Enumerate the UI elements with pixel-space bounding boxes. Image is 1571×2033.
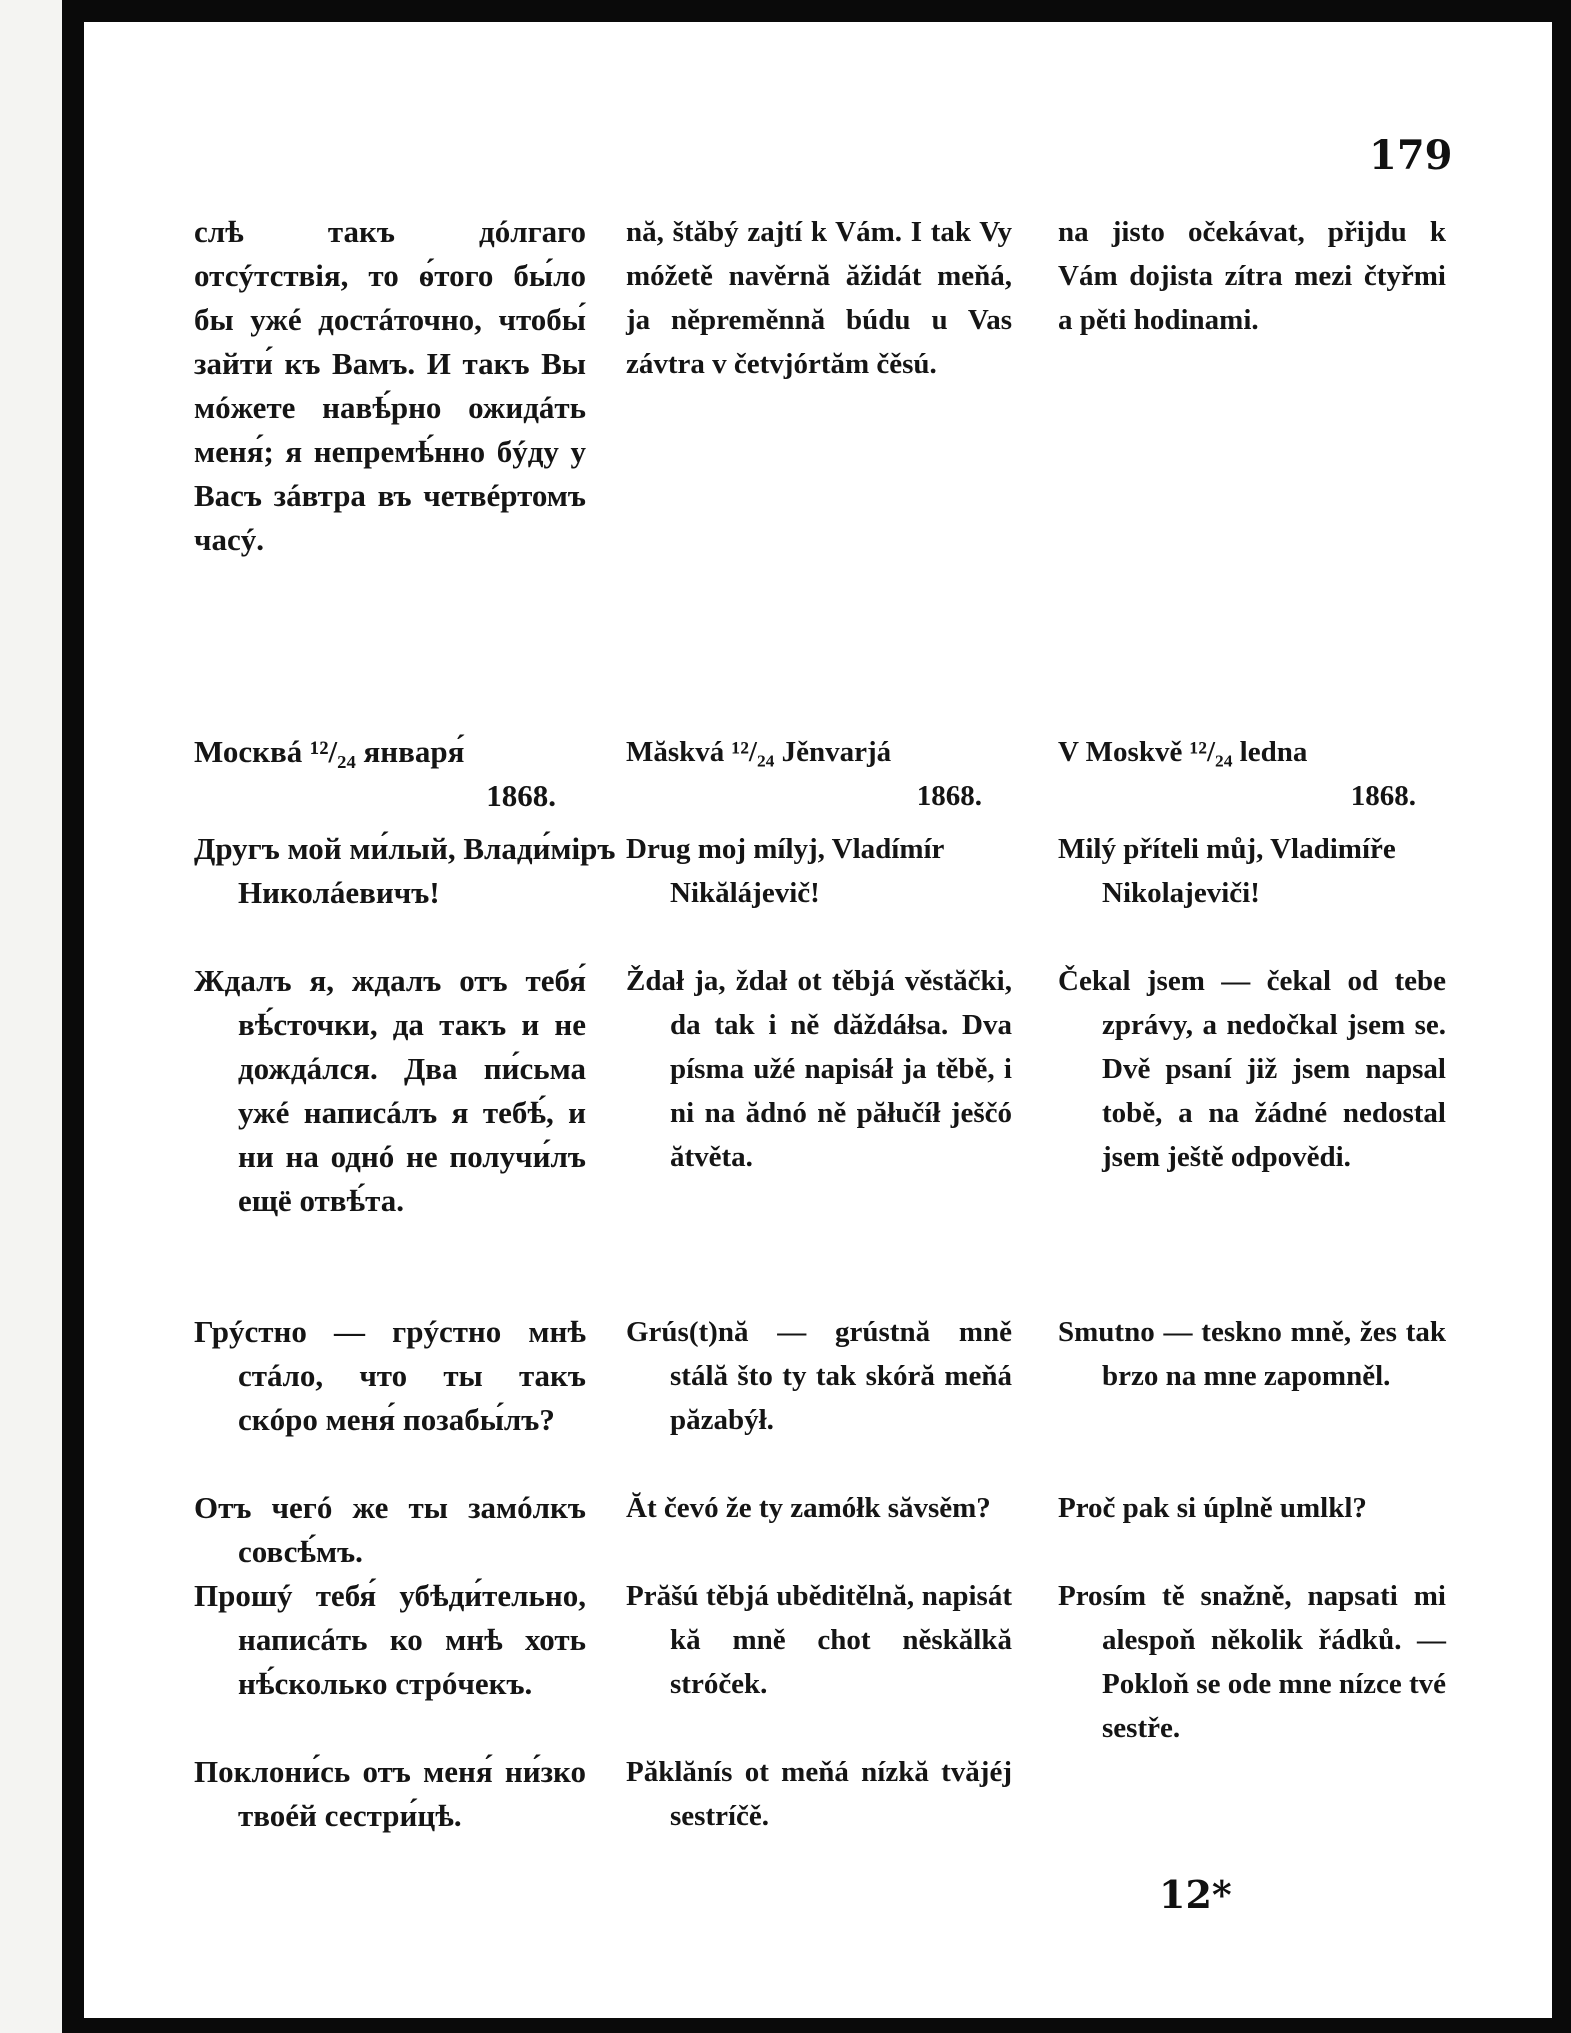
czech-date-year: 1868. (1350, 780, 1416, 812)
czech-salutation: Milý příteli můj, Vladimíře Nikolajeviči! (1058, 833, 1396, 909)
adjacent-page-edge (0, 0, 62, 2033)
transliteration-paragraph-4: Prăšú těbjá uběditělnă, napisát kă mně chot něskălkă stróček. (626, 1580, 1012, 1700)
transliteration-paragraph-3: Ăt čevó že ty zamółk săvsěm? (626, 1492, 991, 1524)
russian-intro-paragraph: слѣ такъ дóлгаго отсýтствія, то ѳ́того бы́ло бы ужé достáточно, чтобы́ зайти́ къ Вамъ. И такъ Вы мóжете навѣ́рно ожидáть меня́; я непремѣ́нно бýду у Васъ зáвтра въ четвéртомъ часý. (194, 214, 586, 557)
transliteration-date-place: Măskvá ¹²/₂₄ Jěnvarjá (626, 736, 892, 768)
russian-paragraph-5: Поклони́сь отъ меня́ ни́зко твоéй сестри́цѣ. (194, 1754, 586, 1833)
russian-paragraph-1: Ждалъ я, ждалъ отъ тебя́ вѣ́сточки, да такъ и не дождáлся. Два пи́сьма ужé написáлъ я тебѣ́, и ни на однó не получи́лъ ещё отвѣ́та. (194, 963, 586, 1218)
czech-paragraph-2: Smutno — teskno mně, žes tak brzo na mne zapomněl. (1058, 1316, 1446, 1392)
transliteration-dateline (626, 730, 1012, 818)
transliteration-paragraph-5: Păklănís ot meňá nízkă tvăjéj sestríčě. (626, 1756, 1012, 1832)
russian-date-place: Москвá ¹²/₂₄ января́ (194, 734, 465, 769)
page-number: 179 (1369, 132, 1453, 179)
russian-paragraph-3: Отъ чегó же ты замóлкъ совсѣ́мъ. (194, 1490, 586, 1569)
printer-signature-mark: 12* (1159, 1872, 1232, 1917)
czech-paragraph-4: Prosím tě snažně, napsati mi alespoň několik řádků. — Pokloň se ode mne nízce tvé sestře. (1058, 1580, 1446, 1744)
transliteration-salutation: Drug moj mílyj, Vladímír Nikălájevič! (626, 833, 944, 909)
transliteration-date-year: 1868. (916, 780, 982, 812)
russian-paragraph-2: Грýстно — грýстно мнѣ стáло, что ты такъ скóро меня́ позабы́лъ? (194, 1314, 586, 1437)
czech-dateline (1058, 730, 1446, 818)
czech-intro-paragraph: na jisto očekávat, přijdu k Vám dojista zítra mezi čtyřmi a pěti hodinami. (1058, 216, 1446, 336)
czech-paragraph-1: Čekal jsem — čekal od tebe zprávy, a nedočkal jsem se. Dvě psaní již jsem napsal tobě, a na žádné nedostal jsem ještě odpovědi. (1058, 965, 1446, 1173)
czech-date-place: V Moskvě ¹²/₂₄ ledna (1058, 736, 1308, 768)
russian-dateline (194, 730, 586, 818)
russian-paragraph-4: Прошý тебя́ убѣди́тельно, написáть ко мнѣ хоть нѣ́сколько стрóчекъ. (194, 1578, 586, 1701)
czech-paragraph-3: Proč pak si úplně umlkl? (1058, 1492, 1367, 1524)
russian-salutation: Другъ мой ми́лый, Влади́міръ Николáевичъ! (194, 831, 616, 910)
transliteration-intro-paragraph: nă, štăbý zajtí k Vám. I tak Vy móžetě navěrnă ăžidát meňá, ja něpreměnnă búdu u Vas závtra v četvjórtăm čěsú. (626, 216, 1012, 380)
book-gutter (62, 0, 84, 2033)
book-page (84, 22, 1552, 2018)
transliteration-paragraph-1: Ždał ja, ždał ot těbjá věstăčki, da tak i ně dăždáłsa. Dva písma užé napisáł ja těbě, i ni na ădnó ně păłučíł ješčó ătvěta. (626, 965, 1012, 1173)
transliteration-paragraph-2: Grús(t)nă — grústnă mně stálă što ty tak skóră meňá păzabýł. (626, 1316, 1012, 1436)
russian-date-year: 1868. (486, 778, 556, 813)
